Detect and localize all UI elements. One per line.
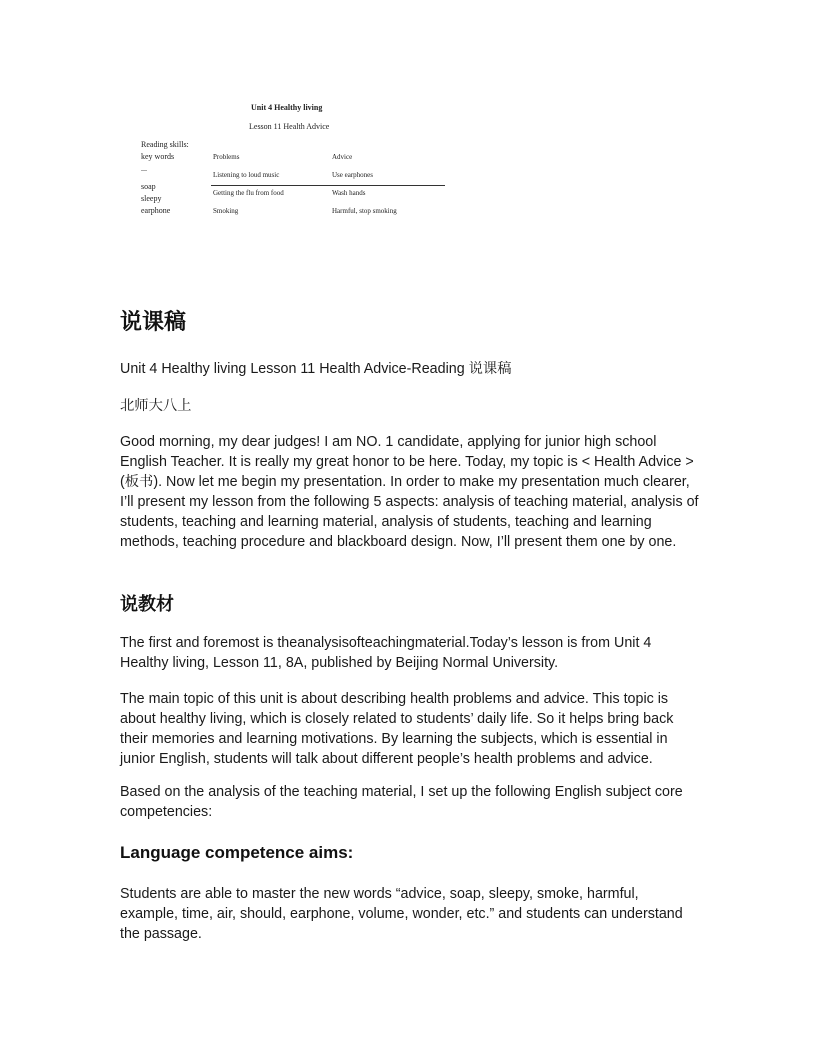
advice-cell: Use earphones	[332, 171, 374, 179]
blackboard-subtitle: Lesson 11 Health Advice	[249, 122, 330, 131]
advice-cell: Wash hands	[332, 189, 366, 197]
problem-cell: Listening to loud music	[213, 171, 280, 179]
intro-paragraph: Good morning, my dear judges! I am NO. 1 candidate, applying for junior high school English Teacher. It is really my great honor to be here. Today, my topic is < Health Advice >(板书). Now let me begin my presentation. In order to make my presentation much clearer, I’ll present my lesson from the following 5 aspects: analysis of teaching material, analysis of students, teaching and learning material, analysis of students, teaching and learning methods, teaching procedure and blackboard design. Now, I’ll present them one by one.	[120, 434, 699, 550]
section-heading-language-aims: Language competence aims:	[120, 843, 354, 862]
blackboard-left-column	[141, 139, 189, 217]
document-title: 说课稿	[120, 310, 187, 335]
key-words-label: key words	[141, 152, 175, 161]
language-aims-paragraph: Students are able to master the new words “advice, soap, sleepy, smoke, harmful, example, time, air, should, earphone, volume, wonder, etc.” and students can understand the passage.	[120, 886, 683, 942]
advice-cell: Harmful, stop smoking	[332, 207, 397, 215]
material-paragraph-2: The main topic of this unit is about describing health problems and advice. This topic is about healthy living, which is closely related to students’ daily life. So it helps bring back their memories and learning motivations. By learning the subjects, which is essential in junior English, students will talk about different people’s health problems and advice.	[120, 691, 674, 767]
material-paragraph-3: Based on the analysis of the teaching material, I set up the following English subject core competencies:	[120, 784, 683, 820]
blackboard-title: Unit 4 Healthy living	[251, 103, 323, 112]
advice-header: Advice	[332, 153, 353, 161]
blackboard-design-figure	[0, 0, 816, 240]
problems-header: Problems	[213, 153, 240, 161]
material-paragraph-1: The first and foremost is theanalysisofteachingmaterial.Today’s lesson is from Unit 4 Healthy living, Lesson 11, 8A, published by Beijing Normal University.	[120, 635, 652, 671]
key-word: sleepy	[141, 194, 162, 203]
key-word: earphone	[141, 206, 171, 215]
problem-cell: Getting the flu from food	[213, 189, 284, 197]
reading-skills-label: Reading skills:	[141, 140, 189, 149]
publisher-line: 北师大八上	[120, 398, 192, 414]
key-word: soap	[141, 182, 156, 191]
section-heading-material: 说教材	[120, 594, 174, 615]
problem-cell: Smoking	[213, 207, 239, 215]
unit-line: Unit 4 Healthy living Lesson 11 Health Advice-Reading 说课稿	[120, 361, 512, 377]
table-divider	[211, 185, 445, 186]
ellipsis-text: ...	[141, 164, 147, 173]
